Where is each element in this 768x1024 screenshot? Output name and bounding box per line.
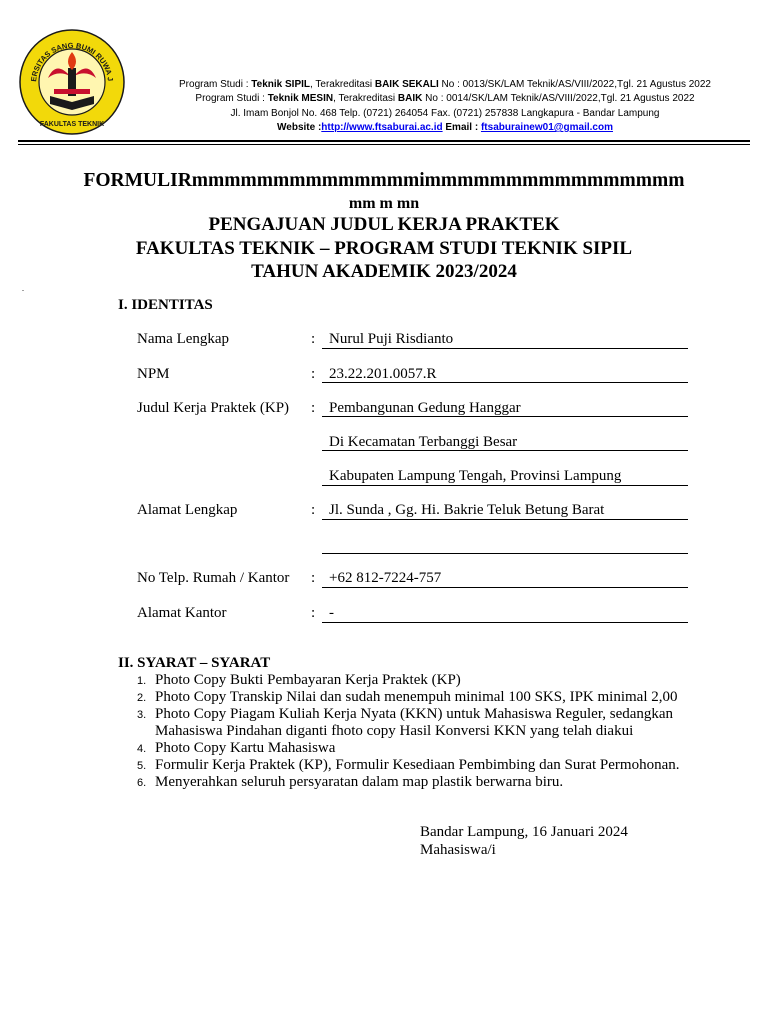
kantor-underline [322, 622, 688, 623]
syarat-item-text-continued: Mahasiswa Pindahan diganti fhoto copy Hasil Konversi KKN yang telah diakui [155, 723, 634, 739]
syarat-item-number: 2. [137, 692, 147, 704]
form-title-line3: PENGAJUAN JUDUL KERJA PRAKTEK [208, 214, 560, 235]
header-line1-mid: , Terakreditasi [310, 79, 375, 90]
nama-field[interactable]: Nurul Puji Risdianto [329, 331, 454, 347]
npm-colon: : [311, 366, 316, 382]
logo-bottom-text: FAKULTAS TEKNIK [39, 121, 105, 128]
kantor-label: Alamat Kantor [137, 605, 227, 621]
alamat-label: Alamat Lengkap [137, 502, 238, 518]
email-label: Email : [442, 122, 481, 133]
alamat-colon: : [311, 502, 316, 518]
alamat-underline-2 [322, 553, 688, 554]
header-line1-grade: BAIK SEKALI [374, 79, 439, 90]
logo-ring-text: ERSITAS SANG BUMI RUWA J [29, 40, 115, 83]
nama-colon: : [311, 331, 316, 347]
section-identitas-heading: I. IDENTITAS [118, 297, 213, 313]
stray-dot: . [22, 284, 24, 293]
telp-underline [322, 587, 688, 588]
website-label: Website : [277, 122, 322, 133]
website-link[interactable]: http://www.ftsaburai.ac.id [321, 122, 443, 133]
header-program-mesin [140, 92, 750, 106]
syarat-item-number: 4. [137, 743, 147, 755]
syarat-item-text: Photo Copy Bukti Pembayaran Kerja Praktek (KP) [155, 672, 461, 688]
judul-field-line3[interactable]: Kabupaten Lampung Tengah, Provinsi Lampung [329, 468, 622, 484]
judul-underline-1 [322, 416, 688, 417]
header-line2-program: Teknik MESIN [267, 93, 334, 104]
judul-underline-2 [322, 450, 688, 451]
header-line1-program: Teknik SIPIL [251, 79, 311, 90]
header-line2-prefix: Program Studi : [195, 93, 268, 104]
header-line2-mid: , Terakreditasi [333, 93, 398, 104]
header-line1-prefix: Program Studi : [179, 79, 252, 90]
header-divider-thick [18, 140, 750, 142]
email-link[interactable]: ftsaburainew01@gmail.com [480, 122, 613, 133]
signature-place-date: Bandar Lampung, 16 Januari 2024 [420, 824, 628, 840]
syarat-item-text: Photo Copy Kartu Mahasiswa [155, 740, 336, 756]
form-title-line5: TAHUN AKADEMIK 2023/2024 [251, 261, 517, 282]
telp-colon: : [311, 570, 316, 586]
syarat-item-number: 1. [137, 675, 147, 687]
syarat-item-text: Photo Copy Piagam Kuliah Kerja Nyata (KKN) untuk Mahasiswa Reguler, sedangkan [155, 706, 674, 722]
nama-underline [322, 348, 688, 349]
section-syarat-heading: II. SYARAT – SYARAT [118, 655, 271, 671]
header-contact [140, 121, 750, 135]
university-logo [18, 26, 126, 138]
judul-colon: : [311, 400, 316, 416]
kantor-field[interactable]: - [329, 605, 334, 621]
syarat-item-number: 6. [137, 777, 147, 789]
kantor-colon: : [311, 605, 316, 621]
syarat-item-number: 5. [137, 760, 147, 772]
judul-underline-3 [322, 485, 688, 486]
syarat-item-number: 3. [137, 709, 147, 721]
form-title-line4: FAKULTAS TEKNIK – PROGRAM STUDI TEKNIK SIPIL [135, 238, 633, 259]
npm-field[interactable]: 23.22.201.0057.R [329, 366, 437, 382]
judul-label: Judul Kerja Praktek (KP) [137, 400, 290, 416]
syarat-item-text: Photo Copy Transkip Nilai dan sudah menempuh minimal 100 SKS, IPK minimal 2,00 [155, 689, 678, 705]
syarat-item-text: Formulir Kerja Praktek (KP), Formulir Kesediaan Pembimbing dan Surat Permohonan. [155, 757, 680, 773]
form-title-line2: mm m mn [348, 195, 420, 212]
header-line2-rest: No : 0014/SK/LAM Teknik/AS/VIII/2022,Tgl. 21 Agustus 2022 [422, 93, 695, 104]
header-address: Jl. Imam Bonjol No. 468 Telp. (0721) 264054 Fax. (0721) 257838 Langkapura - Bandar Lampung [230, 108, 660, 119]
alamat-underline-1 [322, 519, 688, 520]
header-program-sipil [140, 78, 750, 92]
npm-label: NPM [137, 366, 170, 382]
logo-seal-icon [18, 26, 126, 138]
nama-label: Nama Lengkap [137, 331, 230, 347]
syarat-item-text: Menyerahkan seluruh persyaratan dalam map plastik berwarna biru. [155, 774, 564, 790]
judul-field-line2[interactable]: Di Kecamatan Terbanggi Besar [329, 434, 518, 450]
npm-underline [322, 382, 688, 383]
form-title-line1: FORMULIRmmmmmmmmmmmmmmimmmmmmmmmmmmmmmm [83, 170, 685, 191]
header-divider-thin [18, 144, 750, 145]
telp-field[interactable]: +62 812-7224-757 [329, 570, 442, 586]
judul-field-line1[interactable]: Pembangunan Gedung Hanggar [329, 400, 521, 416]
signature-role: Mahasiswa/i [420, 842, 496, 858]
alamat-field[interactable]: Jl. Sunda , Gg. Hi. Bakrie Teluk Betung Barat [329, 502, 605, 518]
header-line2-grade: BAIK [397, 93, 423, 104]
telp-label: No Telp. Rumah / Kantor [137, 570, 290, 586]
header-line1-rest: No : 0013/SK/LAM Teknik/AS/VIII/2022,Tgl. 21 Agustus 2022 [438, 79, 711, 90]
